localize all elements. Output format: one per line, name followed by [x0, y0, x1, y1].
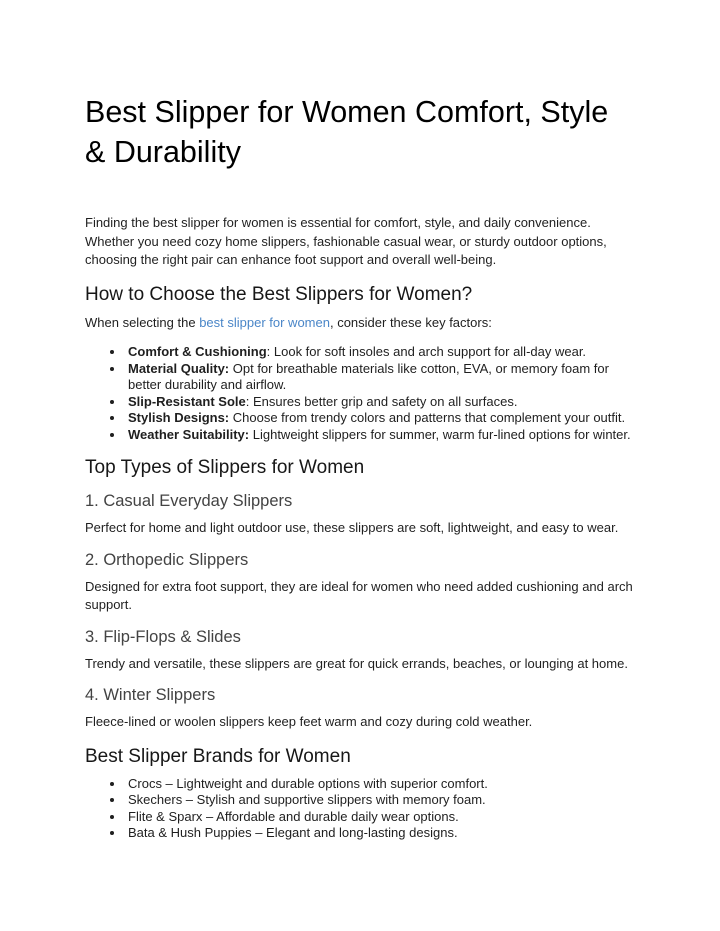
factor-name: Comfort & Cushioning	[128, 344, 267, 359]
factors-list	[85, 344, 636, 443]
brands-list	[85, 776, 636, 842]
type-description-flipflops: Trendy and versatile, these slippers are great for quick errands, beaches, or lounging at home.	[85, 655, 628, 671]
factor-list-item	[125, 394, 636, 411]
section-heading-brands: Best Slipper Brands for Women	[85, 745, 351, 767]
type-heading-orthopedic: 2. Orthopedic Slippers	[85, 550, 249, 569]
type-description-orthopedic: Designed for extra foot support, they are ideal for women who need added cushioning and arch support.	[85, 578, 633, 612]
factor-description: : Ensures better grip and safety on all surfaces.	[245, 393, 518, 409]
factor-name: Stylish Designs:	[128, 410, 230, 425]
lead-text-before: When selecting the	[85, 314, 200, 330]
type-heading-casual: 1. Casual Everyday Slippers	[85, 492, 293, 510]
brand-list-item: • Crocs – Lightweight and durable options with superior comfort.	[125, 776, 636, 793]
factor-list-item	[125, 361, 636, 394]
factor-description: : Look for soft insoles and arch support for all-day wear.	[266, 344, 587, 359]
intro-paragraph: Finding the best slipper for women is essential for comfort, style, and daily convenience. Whether you need cozy home slippers, fashionable casual wear, or sturdy outdoor options, choosing the right pair can enhance foot support and overall well-being.	[85, 215, 607, 267]
brand-list-item: • Bata & Hush Puppies – Elegant and long-lasting designs.	[125, 825, 636, 842]
best-slipper-link[interactable]: best slipper for women	[199, 314, 330, 330]
type-description-winter: Fleece-lined or woolen slippers keep feet warm and cozy during cold weather.	[85, 714, 533, 729]
factor-list-item	[125, 427, 636, 444]
type-heading-flipflops: 3. Flip-Flops & Slides	[85, 627, 241, 646]
document-title: Best Slipper for Women Comfort, Style & Durability	[85, 95, 609, 169]
section-heading-how-to-choose: How to Choose the Best Slippers for Women?	[85, 283, 473, 305]
factor-name: Material Quality:	[128, 360, 230, 376]
brand-list-item: • Flite & Sparx – Affordable and durable daily wear options.	[125, 809, 636, 826]
choose-lead-paragraph	[85, 314, 636, 333]
factor-list-item	[125, 410, 636, 427]
factor-description: Lightweight slippers for summer, warm fur-lined options for winter.	[249, 426, 631, 442]
factor-description: Opt for breathable materials like cotton, EVA, or memory foam for better durability and airflow.	[128, 360, 609, 392]
factor-name: Weather Suitability:	[128, 426, 250, 442]
factor-name: Slip-Resistant Sole	[128, 393, 246, 409]
factor-description: Choose from trendy colors and patterns that complement your outfit.	[229, 410, 626, 425]
type-heading-winter: 4. Winter Slippers	[85, 686, 216, 704]
lead-text-after: , consider these key factors:	[329, 314, 492, 330]
type-description-casual: Perfect for home and light outdoor use, these slippers are soft, lightweight, and easy to wear.	[85, 520, 619, 535]
factor-list-item	[125, 344, 636, 361]
brand-list-item: • Skechers – Stylish and supportive slippers with memory foam.	[125, 792, 636, 809]
section-heading-top-types: Top Types of Slippers for Women	[85, 457, 365, 478]
